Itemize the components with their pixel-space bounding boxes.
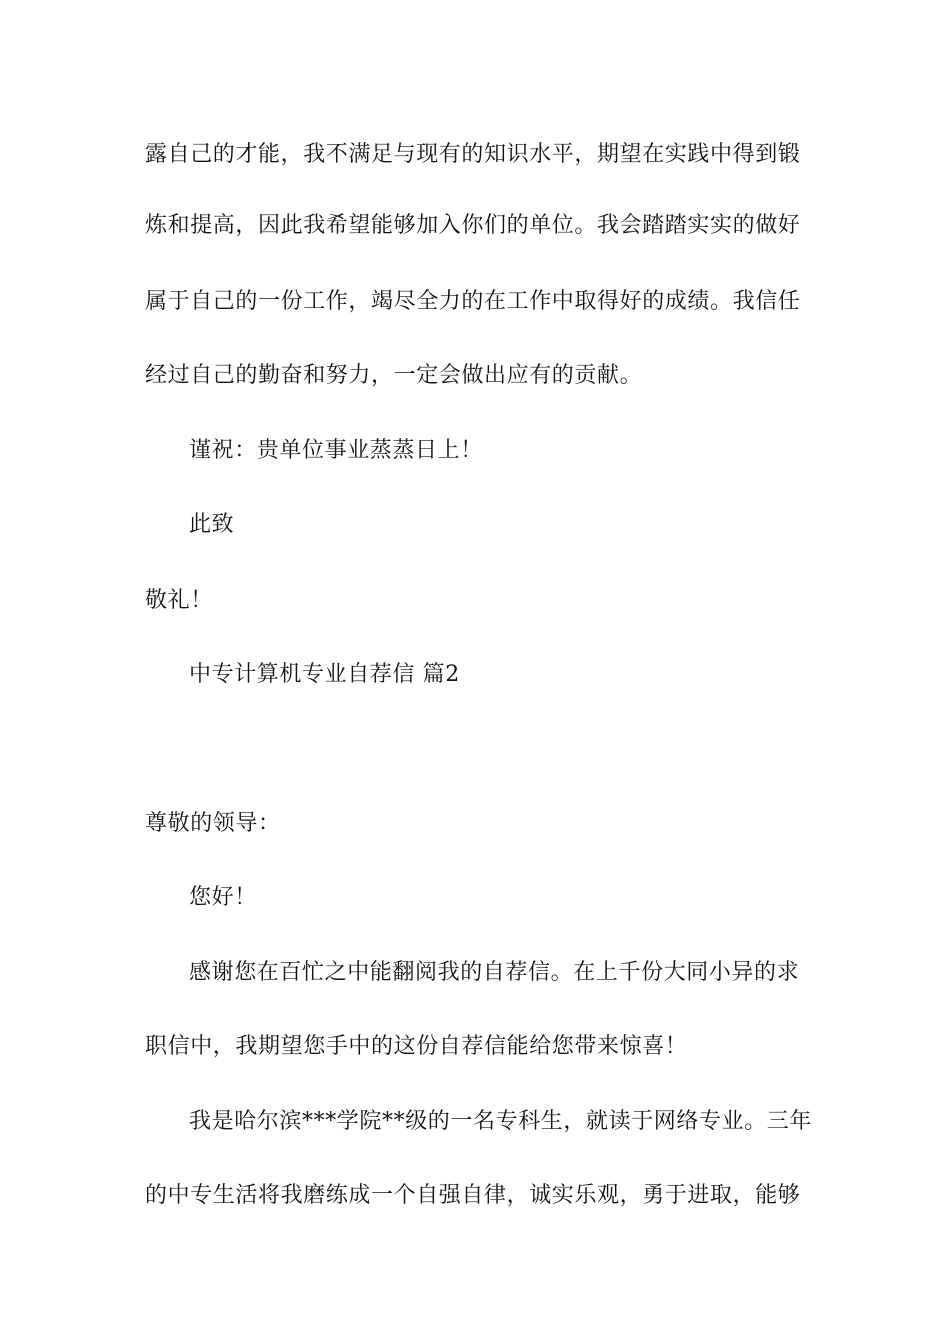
- paragraph-line: 职信中，我期望您手中的这份自荐信能给您带来惊喜！: [145, 1034, 688, 1059]
- closing-salutation: 此致: [189, 512, 235, 537]
- greeting: 尊敬的领导：: [145, 811, 281, 836]
- paragraph-line: 的中专生活将我磨练成一个自强自律，诚实乐观，勇于进取，能够: [145, 1183, 801, 1208]
- paragraph-line: 感谢您在百忙之中能翻阅我的自荐信。在上千份大同小异的求: [189, 960, 800, 985]
- paragraph-line: 炼和提高，因此我希望能够加入你们的单位。我会踏踏实实的做好: [145, 213, 801, 238]
- greeting-hello: 您好！: [189, 885, 257, 910]
- section-heading: 中专计算机专业自荐信 篇2: [189, 662, 460, 687]
- paragraph-line: 属于自己的一份工作，竭尽全力的在工作中取得好的成绩。我信任: [145, 289, 801, 314]
- closing-regards: 敬礼！: [145, 588, 213, 613]
- paragraph-line: 我是哈尔滨***学院**级的一名专科生，就读于网络专业。三年: [189, 1109, 813, 1134]
- closing-wish: 谨祝：贵单位事业蒸蒸日上！: [189, 438, 483, 463]
- paragraph-line: 露自己的才能，我不满足与现有的知识水平，期望在实践中得到锻: [145, 142, 801, 167]
- paragraph-line: 经过自己的勤奋和努力，一定会做出应有的贡献。: [145, 363, 643, 388]
